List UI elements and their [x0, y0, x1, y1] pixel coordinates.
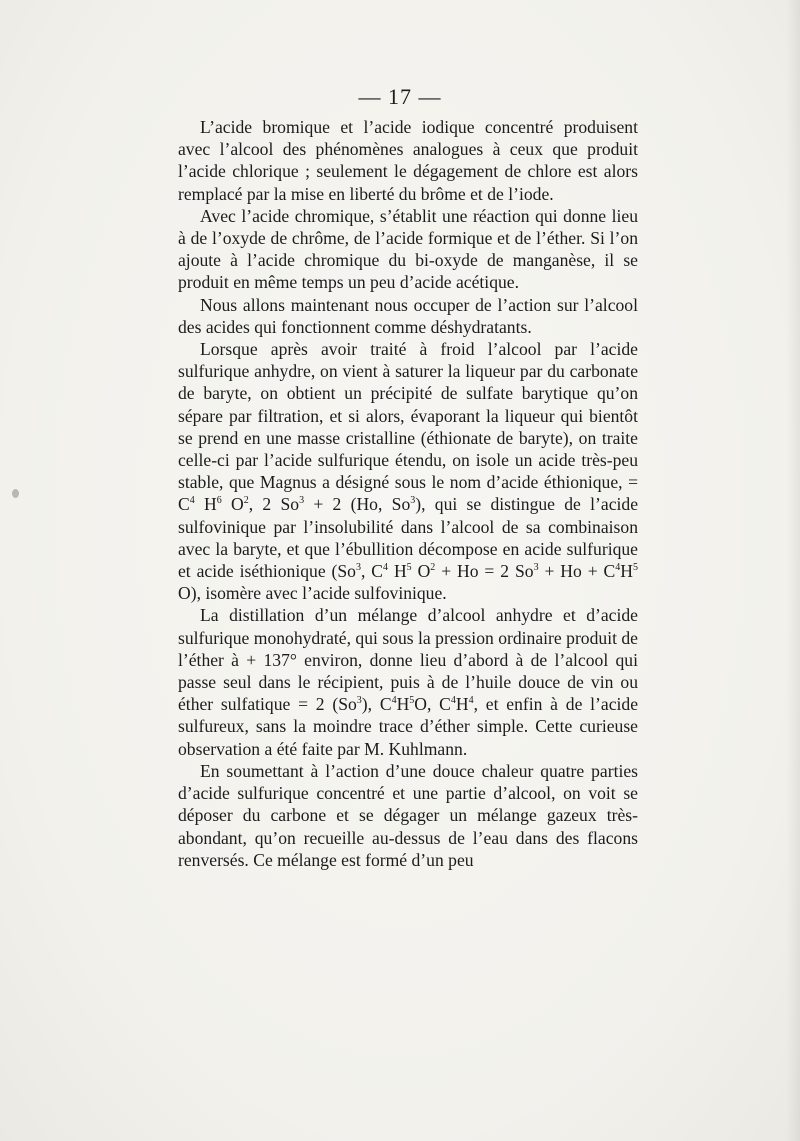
formula-superscript: 4	[468, 695, 474, 707]
paragraph-text: , C	[360, 561, 384, 582]
paragraph-text: H	[396, 694, 410, 715]
paragraph-text: , 2 So	[248, 494, 300, 515]
paragraph-text: O), isomère avec l’acide sulfovinique.	[178, 583, 447, 604]
paragraph-text: ), C	[361, 694, 392, 715]
formula-superscript: 6	[216, 495, 222, 507]
formula-superscript: 4	[615, 562, 621, 574]
paragraph-text: H	[620, 561, 633, 582]
paragraph-acide-sulfurique-chaleur	[178, 760, 638, 871]
paragraph-text: H	[455, 694, 469, 715]
formula-superscript: 4	[450, 695, 456, 707]
formula-superscript: 4	[189, 495, 195, 507]
formula-superscript: 3	[410, 495, 416, 507]
formula-superscript: 4	[391, 695, 397, 707]
formula-superscript: 3	[533, 562, 539, 574]
paragraph-acides-deshydratants	[178, 294, 638, 338]
paragraph-text: H	[388, 561, 407, 582]
paragraph-text: + 2 (Ho, So	[304, 494, 411, 515]
paragraph-acide-bromique	[178, 116, 638, 205]
page-edge-shadow	[786, 0, 800, 1141]
paragraph-text: H	[194, 494, 217, 515]
formula-superscript: 5	[633, 562, 638, 574]
paragraph-text: L’acide bromique et l’acide iodique concentré produisent avec l’alcool des phénomènes analogues à ceux que produit l’acide chlorique ; seulement le dégagement de chlore est alors remplacé par la mise en liberté du brôme et de l’iode.	[178, 117, 638, 204]
formula-superscript: 5	[406, 562, 412, 574]
paragraph-acide-ethionique	[178, 338, 638, 604]
paragraph-text: La distillation d’un mélange d’alcool anhydre et d’acide sulfurique monohydraté, qui sous la pression ordinaire produit de l’éther à + 137° environ, donne lieu d’abord à de l’alcool qui passe seul dans le récipient, puis à de l’huile douce de vin ou éther sulfatique = 2 (So	[178, 605, 638, 715]
paragraph-text: Lorsque après avoir traité à froid l’alcool par l’acide sulfurique anhydre, on vient à saturer la liqueur par du carbonate de baryte, on obtient un précipité de sulfate barytique qu’on sépare par filtration, et si alors, évaporant la liqueur qui bientôt se prend en une masse cristalline (éthionate de baryte), on traite celle-ci par l’acide sulfurique étendu, on isole un acide très-peu stable, que Magnus a désigné sous le nom d’acide éthionique, = C	[178, 339, 638, 515]
paragraph-text: O, C	[414, 694, 451, 715]
paragraph-distillation	[178, 604, 638, 759]
paragraph-text: + Ho = 2 So	[435, 561, 534, 582]
body-text	[178, 116, 638, 871]
paragraph-text: O	[411, 561, 431, 582]
paragraph-text: + Ho + C	[538, 561, 616, 582]
formula-superscript: 3	[299, 495, 305, 507]
paragraph-text: , et enfin à de l’acide sulfureux, sans la moindre trace d’éther simple. Cette curieuse observation a été faite par M. Kuhlmann.	[178, 694, 639, 759]
paragraph-acide-chromique	[178, 205, 638, 294]
formula-superscript: 5	[409, 695, 415, 707]
paragraph-text: O	[221, 494, 244, 515]
paragraph-text: Nous allons maintenant nous occuper de l’action sur l’alcool des acides qui fonctionnent comme déshydratants.	[178, 294, 638, 337]
formula-superscript: 2	[243, 495, 249, 507]
page-number: — 17 —	[358, 84, 442, 109]
paragraph-text: En soumettant à l’action d’une douce chaleur quatre parties d’acide sulfurique concentré et une partie d’alcool, on voit se déposer du carbone et se dégager un mélange gazeux très-abondant, qu’on recueille au-dessus de l’eau dans des flacons renversés. Ce mélange est formé d’un peu	[178, 760, 638, 870]
formula-superscript: 4	[383, 562, 389, 574]
paper-speck	[12, 489, 19, 498]
formula-superscript: 2	[430, 562, 436, 574]
formula-superscript: 3	[356, 695, 362, 707]
formula-superscript: 3	[355, 562, 361, 574]
paragraph-text: ), qui se distingue de l’acide sulfovinique par l’insolubilité dans l’alcool de sa combinaison avec la baryte, et que l’ébullition décompose en acide sulfurique et acide iséthionique (So	[178, 494, 639, 582]
paragraph-text: Avec l’acide chromique, s’établit une réaction qui donne lieu à de l’oxyde de chrôme, de l’acide formique et de l’éther. Si l’on ajoute à l’acide chromique du bi-oxyde de manganèse, il se produit en même temps un peu d’acide acétique.	[178, 205, 638, 293]
